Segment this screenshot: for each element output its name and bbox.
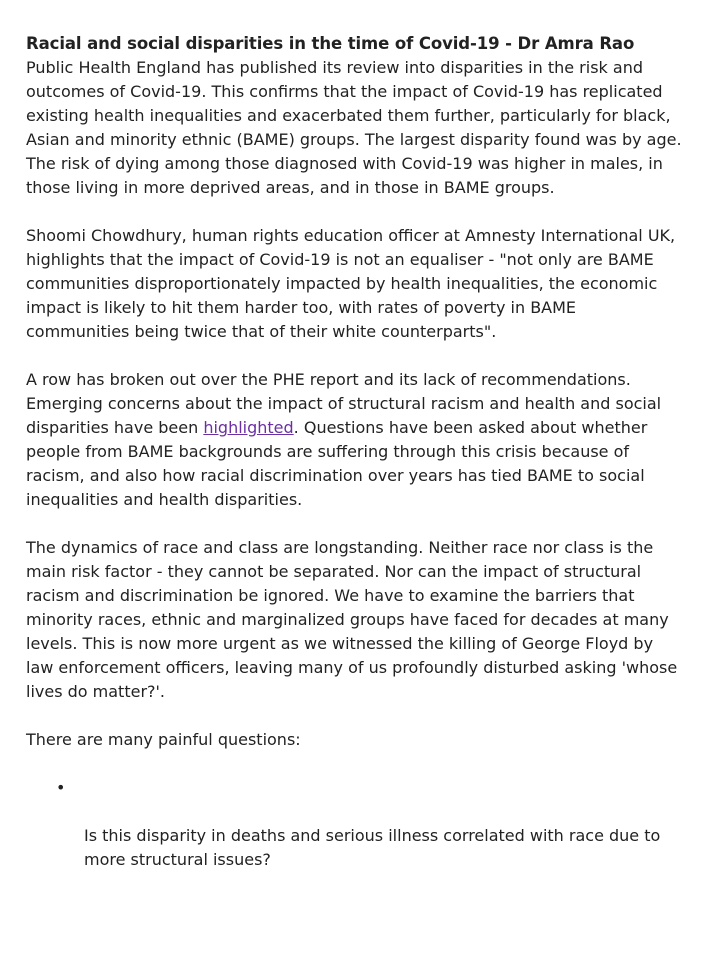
list-item (26, 776, 701, 872)
paragraph-amnesty-quote: Shoomi Chowdhury, human rights education officer at Amnesty International UK, highlights that the impact of Covid-19 is not an equaliser - "not only are BAME communities disproportionately impacted by health inequalities, the economic impact is likely to hit them harder too, with rates of poverty in BAME communities being twice that of their white counterparts". (26, 226, 676, 341)
paragraph-race-and-class: The dynamics of race and class are longstanding. Neither race nor class is the main risk factor - they cannot be separated. Nor can the impact of structural racism and discrimination be ignored. We have to examine the barriers that minority races, ethnic and marginalized groups have faced for decades at many levels. This is now more urgent as we witnessed the killing of George Floyd by law enforcement officers, leaving many of us profoundly disturbed asking 'whose lives do matter?'. (26, 538, 678, 701)
paragraph-text-after-link: . Questions have been asked about whether people from BAME backgrounds are suffering through this crisis because of racism, and also how racial discrimination over years has tied BAME to social inequalities and health disparities. (26, 418, 648, 509)
bullet-marker: • (56, 778, 66, 797)
questions-list (26, 776, 701, 872)
article-title: Racial and social disparities in the time of Covid-19 - Dr Amra Rao (26, 34, 635, 53)
paragraph-painful-questions: There are many painful questions: (26, 730, 301, 749)
list-item-text: Is this disparity in deaths and serious illness correlated with race due to more structural issues? (84, 826, 661, 869)
paragraph-text-before-link: A row has broken out over the PHE report and its lack of recommendations. Emerging concerns about the impact of structural racism and health and social disparities have been (26, 370, 662, 437)
paragraph-phe-review: Public Health England has published its review into disparities in the risk and outcomes of Covid-19. This confirms that the impact of Covid-19 has replicated existing health inequalities and exacerbated them further, particularly for black, Asian and minority ethnic (BAME) groups. The largest disparity found was by age. The risk of dying among those diagnosed with Covid-19 was higher in males, in those living in more deprived areas, and in those in BAME groups. (26, 58, 682, 197)
highlighted-link[interactable]: highlighted (203, 418, 294, 437)
paragraph-phe-row (26, 368, 701, 512)
